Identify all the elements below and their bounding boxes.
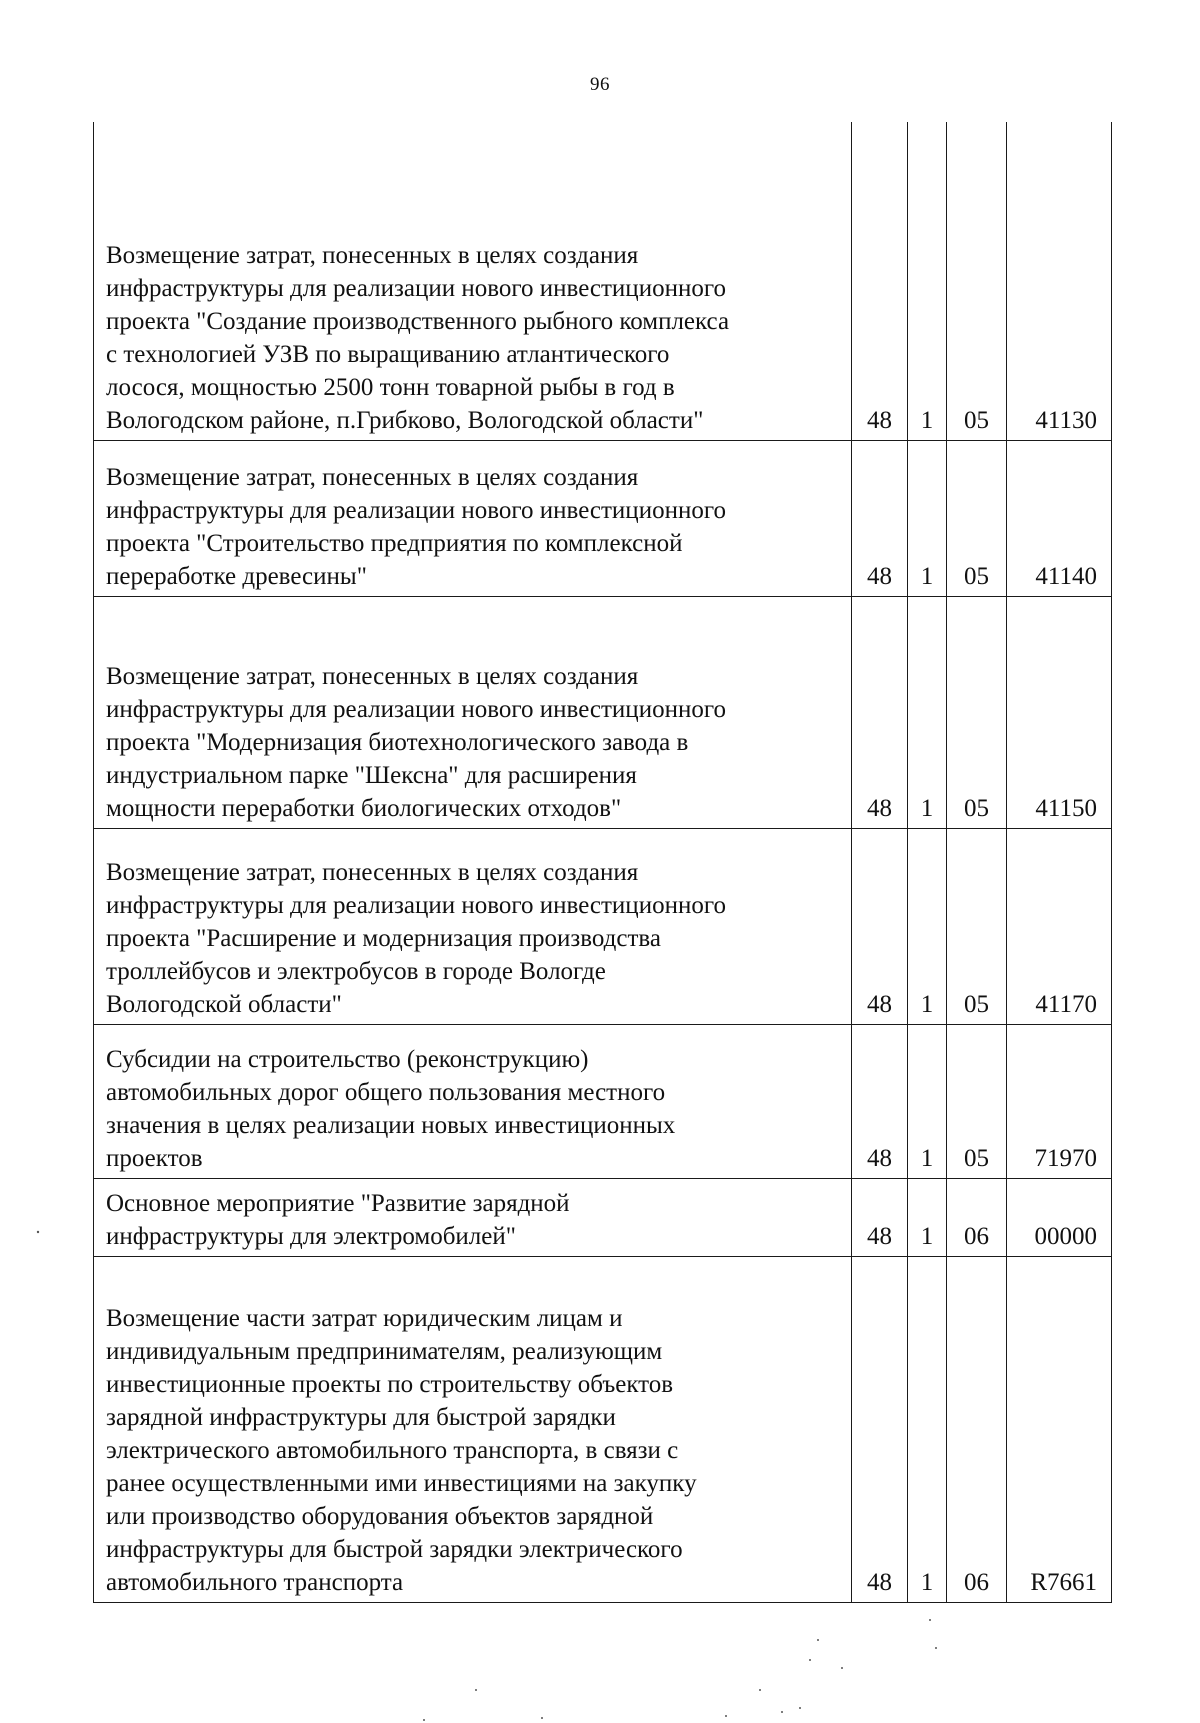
subprogram-code-cell: 1 — [908, 1024, 947, 1178]
program-code-cell: 48 — [852, 1178, 908, 1256]
row-description: Возмещение затрат, понесенных в целях создания инфраструктуры для реализации нового инвестиционного проекта "Строительство предприятия по комплексной переработке древесины" — [94, 440, 852, 596]
program-code-cell: 48 — [852, 1256, 908, 1602]
row-description: Возмещение затрат, понесенных в целях создания инфраструктуры для реализации нового инвестиционного проекта "Создание производственного рыбного комплекса с технологией УЗВ по выращиванию атлантического лосося, мощностью 2500 тонн товарной рыбы в год в Вологодском районе, п.Грибково, Вологодской области" — [94, 122, 852, 440]
direction-code-cell: 00000 — [1007, 1178, 1112, 1256]
table-row — [94, 440, 1112, 596]
direction-code-cell: 71970 — [1007, 1024, 1112, 1178]
subprogram-code-cell: 1 — [908, 122, 947, 440]
row-description: Возмещение затрат, понесенных в целях создания инфраструктуры для реализации нового инвестиционного проекта "Модернизация биотехнологического завода в индустриальном парке "Шексна" для расширения мощности переработки биологических отходов" — [94, 596, 852, 828]
program-code-cell: 48 — [852, 596, 908, 828]
main-event-code-cell: 06 — [947, 1178, 1007, 1256]
table-row — [94, 1256, 1112, 1602]
row-description: Основное мероприятие "Развитие зарядной инфраструктуры для электромобилей" — [94, 1178, 852, 1256]
direction-code-cell: 41150 — [1007, 596, 1112, 828]
table-row — [94, 1178, 1112, 1256]
subprogram-code-cell: 1 — [908, 1256, 947, 1602]
table-row — [94, 1024, 1112, 1178]
budget-classification-table — [93, 122, 1112, 1603]
program-code-cell: 48 — [852, 122, 908, 440]
direction-code-cell: 41130 — [1007, 122, 1112, 440]
row-description: Субсидии на строительство (реконструкцию) автомобильных дорог общего пользования местного значения в целях реализации новых инвестиционных проектов — [94, 1024, 852, 1178]
direction-code-cell: R7661 — [1007, 1256, 1112, 1602]
table-row — [94, 828, 1112, 1024]
direction-code-cell: 41140 — [1007, 440, 1112, 596]
row-description: Возмещение части затрат юридическим лицам и индивидуальным предпринимателям, реализующим инвестиционные проекты по строительству объектов зарядной инфраструктуры для быстрой зарядки электрического автомобильного транспорта, в связи с ранее осуществленными ими инвестициями на закупку или производство оборудования объектов зарядной инфраструктуры для быстрой зарядки электрического автомобильного транспорта — [94, 1256, 852, 1602]
subprogram-code-cell: 1 — [908, 1178, 947, 1256]
program-code-cell: 48 — [852, 1024, 908, 1178]
main-event-code-cell: 05 — [947, 122, 1007, 440]
main-event-code-cell: 06 — [947, 1256, 1007, 1602]
program-code-cell: 48 — [852, 440, 908, 596]
subprogram-code-cell: 1 — [908, 440, 947, 596]
page-number: 96 — [590, 74, 610, 95]
main-event-code-cell: 05 — [947, 1024, 1007, 1178]
subprogram-code-cell: 1 — [908, 596, 947, 828]
row-description: Возмещение затрат, понесенных в целях создания инфраструктуры для реализации нового инвестиционного проекта "Расширение и модернизация производства троллейбусов и электробусов в городе Вологде Вологодской области" — [94, 828, 852, 1024]
main-event-code-cell: 05 — [947, 440, 1007, 596]
subprogram-code-cell: 1 — [908, 828, 947, 1024]
main-event-code-cell: 05 — [947, 596, 1007, 828]
main-event-code-cell: 05 — [947, 828, 1007, 1024]
table-row — [94, 122, 1112, 440]
table-row — [94, 596, 1112, 828]
direction-code-cell: 41170 — [1007, 828, 1112, 1024]
program-code-cell: 48 — [852, 828, 908, 1024]
